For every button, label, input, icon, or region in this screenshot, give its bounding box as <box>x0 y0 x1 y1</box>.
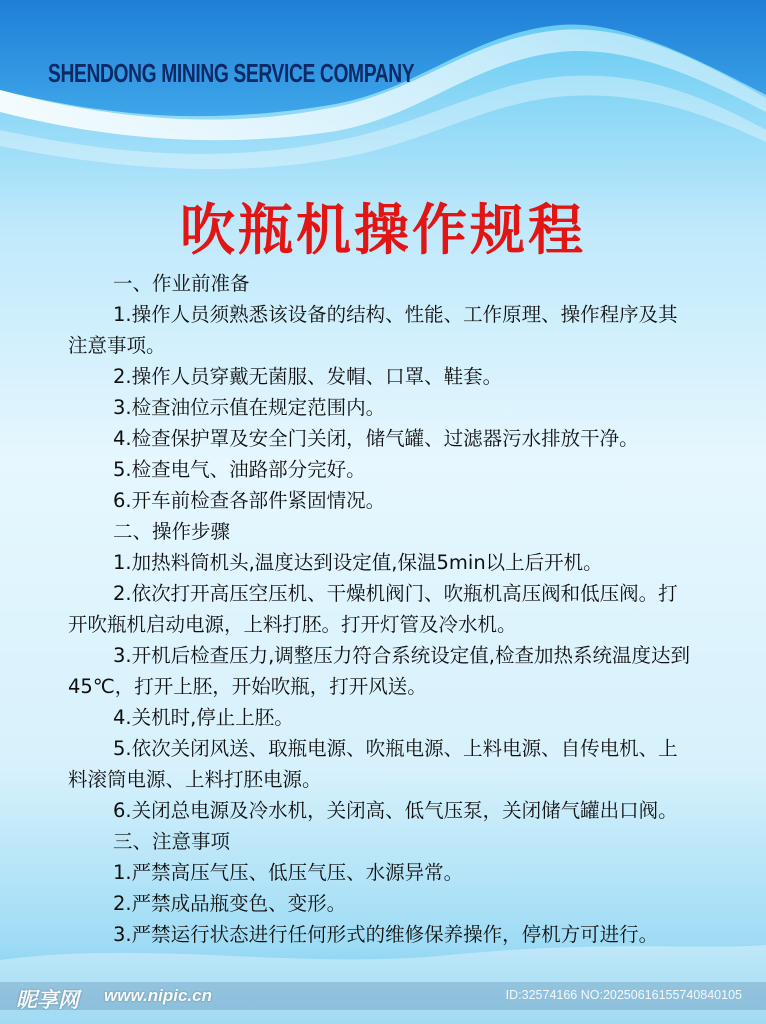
procedure-line: 2.依次打开高压空压机、干燥机阀门、吹瓶机高压阀和低压阀。打 <box>113 582 678 605</box>
procedure-line: 2.严禁成品瓶变色、变形。 <box>113 892 347 915</box>
procedure-line: 1.操作人员须熟悉该设备的结构、性能、工作原理、操作程序及其 <box>113 303 678 326</box>
procedure-line: 6.关闭总电源及冷水机，关闭高、低气压泵，关闭储气罐出口阀。 <box>113 799 678 822</box>
procedure-line: 4.关机时,停止上胚。 <box>113 706 294 729</box>
procedure-line: 注意事项。 <box>68 334 166 357</box>
procedure-line: 料滚筒电源、上料打胚电源。 <box>68 768 322 791</box>
procedure-line: 1.严禁高压气压、低压气压、水源异常。 <box>113 861 464 884</box>
procedure-line: 开吹瓶机启动电源，上料打胚。打开灯管及冷水机。 <box>68 613 517 636</box>
procedure-line: 1.加热料筒机头,温度达到设定值,保温5min以上后开机。 <box>113 551 603 574</box>
procedure-line: 3.检查油位示值在规定范围内。 <box>113 396 386 419</box>
procedure-line: 5.检查电气、油路部分完好。 <box>113 458 366 481</box>
procedure-line: 一、作业前准备 <box>113 272 250 295</box>
procedure-line: 三、注意事项 <box>113 830 231 853</box>
procedure-line: 3.开机后检查压力,调整压力符合系统设定值,检查加热系统温度达到 <box>113 644 691 667</box>
procedure-line: 5.依次关闭风送、取瓶电源、吹瓶电源、上料电源、自传电机、上 <box>113 737 678 760</box>
procedure-line: 6.开车前检查各部件紧固情况。 <box>113 489 386 512</box>
procedure-text <box>68 268 700 950</box>
watermark-url: www.nipic.cn <box>104 986 212 1005</box>
procedure-line: 45℃，打开上胚，开始吹瓶，打开风送。 <box>68 675 427 698</box>
document-title: 吹瓶机操作规程 <box>179 198 586 262</box>
watermark-logo: 昵享网 <box>16 988 79 1012</box>
procedure-line: 2.操作人员穿戴无菌服、发帽、口罩、鞋套。 <box>113 365 503 388</box>
procedure-line: 二、操作步骤 <box>113 520 231 543</box>
image-id-label: ID:32574166 NO:20250616155740840105 <box>505 988 742 1002</box>
procedure-line: 3.严禁运行状态进行任何形式的维修保养操作，停机方可进行。 <box>113 923 659 946</box>
procedure-line: 4.检查保护罩及安全门关闭，储气罐、过滤器污水排放干净。 <box>113 427 639 450</box>
company-name: SHENDONG MINING SERVICE COMPANY <box>48 58 415 88</box>
